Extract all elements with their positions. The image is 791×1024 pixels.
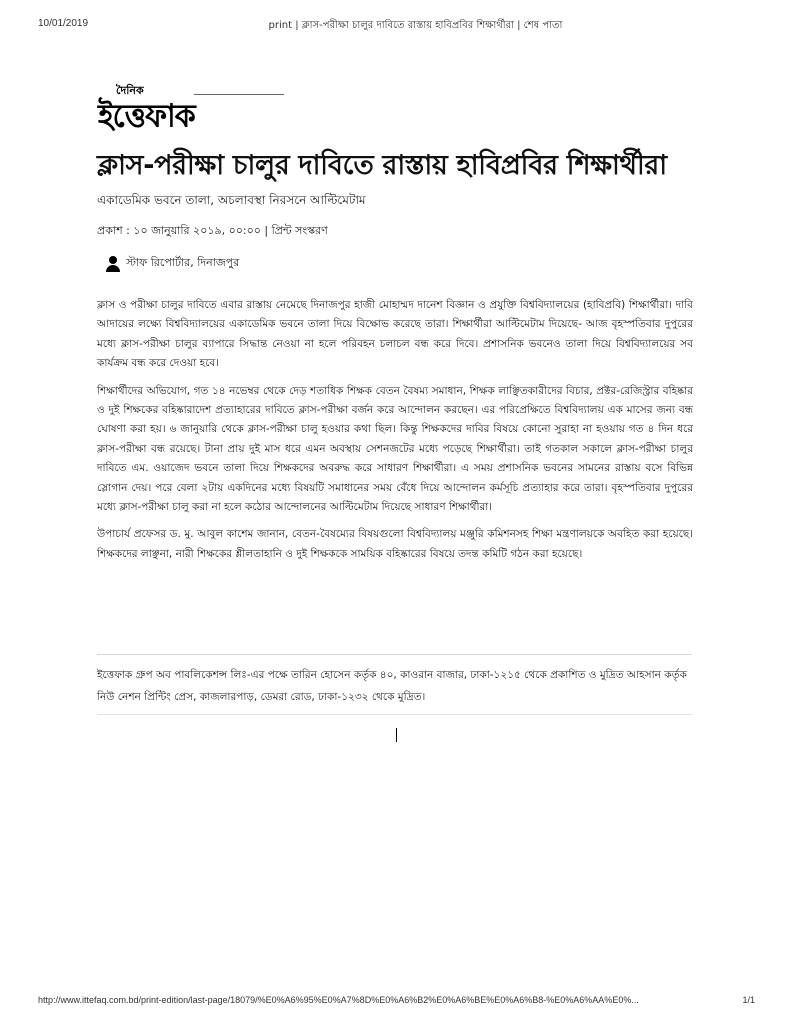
divider [97,654,692,655]
byline-text: স্টাফ রিপোর্টার, দিনাজপুর [126,256,240,269]
page-number: 1/1 [742,995,755,1005]
person-icon [106,256,120,272]
byline [106,254,239,273]
logo-main-text: ইত্তেফাক [98,98,195,135]
print-page-title: print | ক্লাস-পরীক্ষা চালুর দাবিতে রাস্তায় হাবিপ্রবির শিক্ষার্থীরা | শেষ পাতা [268,20,563,31]
ittefaq-logo[interactable] [98,84,280,135]
article-paragraph: ক্লাস ও পরীক্ষা চালুর দাবিতে এবার রাস্তায় নেমেছে দিনাজপুর হাজী মোহাম্মদ দানেশ বিজ্ঞান ও প্রযুক্তি বিশ্ববিদ্যালয়ের (হাবিপ্রবি) শিক্ষার্থীরা। দাবি আদায়ের লক্ষ্যে বিশ্ববিদ্যালয়ের একাডেমিক ভবনে তালা দিয়ে বিক্ষোভ করেছে তারা। শিক্ষার্থীরা আল্টিমেটাম দিয়েছে- আজ বৃহস্পতিবার দুপুরের মধ্যে ক্লাস-পরীক্ষা চালুর ব্যাপারে সিদ্ধান্ত নেওয়া না হলে পরিবহন চলাচল বন্ধ করে দিবে। প্রশাসনিক ভবনেও তালা দিয়ে বিশ্ববিদ্যালয়ের সব কার্যক্রম বন্ধ করে দেওয়া হবে। [97,299,693,370]
logo-small-text: দৈনিক [116,84,144,97]
article-subheadline: একাডেমিক ভবনে তালা, অচলাবস্থা নিরসনে আল্টিমেটাম [97,193,366,207]
article-body [97,296,693,572]
article-paragraph: শিক্ষার্থীদের অভিযোগ, গত ১৪ নভেম্বর থেকে দেড় শতাধিক শিক্ষক বেতন বৈষম্য সমাধান, শিক্ষক লাঞ্ছিতকারীদের বিচার, প্রক্টর-রেজিস্ট্রার বহিষ্কার ও দুই শিক্ষকের বহিষ্কারাদেশ প্রত্যাহারের দাবিতে ক্লাস-পরীক্ষা বর্জন করে আন্দোলন করছেন। এর পরিপ্রেক্ষিতে বিশ্ববিদ্যালয় এক মাসের জন্য বন্ধ ঘোষণা করা হয়। ৬ জানুয়ারি থেকে ক্লাস-পরীক্ষা চালু হওয়ার কথা ছিল। কিন্তু শিক্ষকদের দাবির বিষয়ে কোনো সুরাহা না হওয়ায় গত ৪ দিন ধরে ক্লাস-পরীক্ষা বন্ধ রয়েছে। টানা প্রায় দুই মাস ধরে এমন অবস্থায় সেশনজটের মধ্যে পড়েছে শিক্ষার্থীরা। তাই গতকাল সকালে ক্লাস-পরীক্ষা চালুর দাবিতে এম. ওয়াজেদ ভবনে তালা দিয়ে শিক্ষকদের অবরুদ্ধ করে সাধারণ শিক্ষার্থীরা। এ সময় প্রশাসনিক ভবনের সামনের রাস্তায় বসে বিভিন্ন স্লোগান দেয়। পরে বেলা ২টায় একদিনের মধ্যে বিষয়টি সমাধানের সময় বেঁধে দিয়ে আন্দোলন কর্মসূচি প্রত্যাহার করে তারা। বৃহস্পতিবার দুপুরের মধ্যে ক্লাস-পরীক্ষা চালু করা না হলে কঠোর আন্দোলনের আল্টিমেটাম দিয়েছে সাধারণ শিক্ষার্থীরা। [97,384,693,514]
logo-tagline-decor [194,88,284,95]
publish-info: প্রকাশ : ১০ জানুয়ারি ২০১৯, ০০:০০ | প্রিন্ট সংস্করণ [97,224,328,237]
print-url: http://www.ittefaq.com.bd/print-edition/last-page/18079/%E0%A6%95%E0%A7%8D%E0%A6%B2%E0%A6%BE%E0%A6%B8-%E0%A6%AA%E0%... [38,995,639,1005]
divider [97,714,692,715]
article-headline: ক্লাস-পরীক্ষা চালুর দাবিতে রাস্তায় হাবিপ্রবির শিক্ষার্থীরা [97,150,667,181]
text-cursor [396,728,397,742]
publisher-imprint: ইত্তেফাক গ্রুপ অব পাবলিকেশন্স লিঃ-এর পক্ষে তারিন হোসেন কর্তৃক ৪০, কাওরান বাজার, ঢাকা-১২১৫ থেকে প্রকাশিত ও মুদ্রিত আহসান কর্তৃক নিউ নেশন প্রিন্টিং প্রেস, কাজলারপাড়, ডেমরা রোড, ঢাকা-১২৩২ থেকে মুদ্রিত। [97,669,687,703]
print-date: 10/01/2019 [38,18,89,29]
article-paragraph: উপাচার্য প্রফেসর ড. মু. আবুল কাশেম জানান, বেতন-বৈষম্যের বিষয়গুলো বিশ্ববিদ্যালয় মঞ্জুরি কমিশনসহ শিক্ষা মন্ত্রণালয়কে অবহিত করা হয়েছে। শিক্ষকদের লাঞ্ছনা, নারী শিক্ষকের শ্লীলতাহানি ও দুই শিক্ষককে সাময়িক বহিষ্কারের বিষয়ে তদন্ত কমিটি গঠন করা হয়েছে। [97,528,693,560]
